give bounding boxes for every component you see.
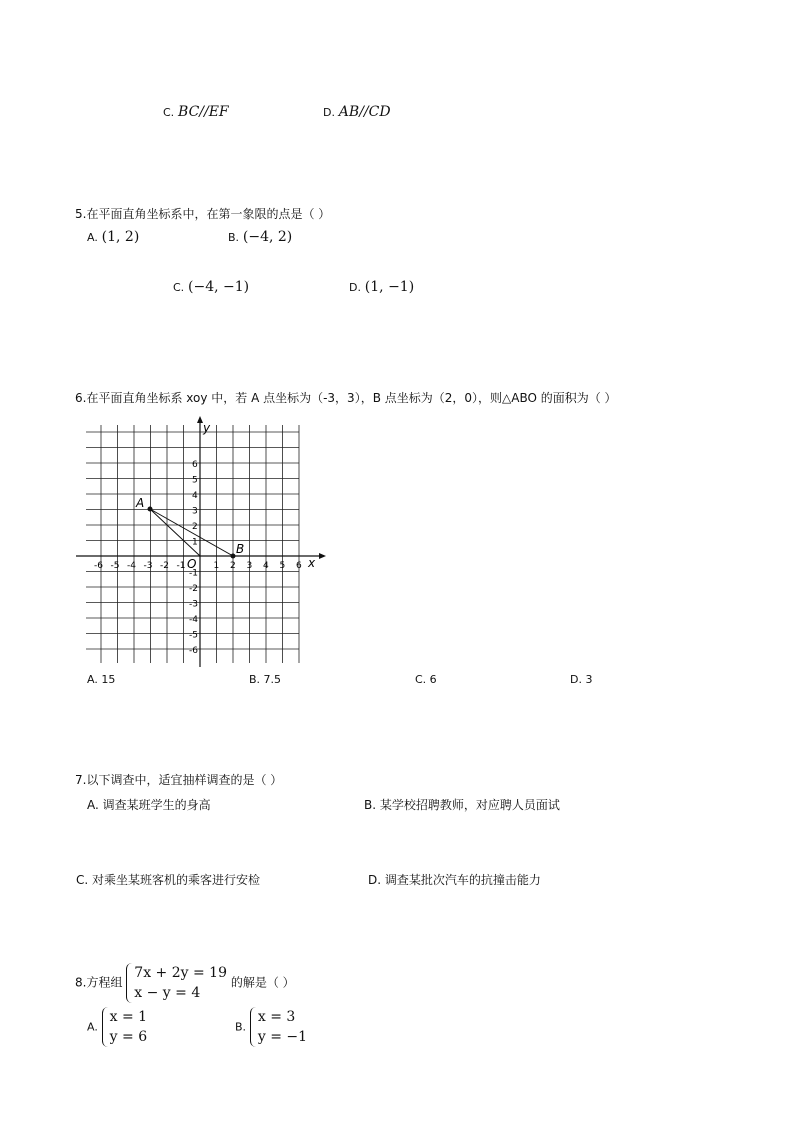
q7-option-d: D. 调查某批次汽车的抗撞击能力 [368, 873, 541, 887]
x-tick-label: 2 [230, 561, 236, 571]
q6-option-a: A. 15 [87, 673, 116, 686]
y-axis [197, 416, 203, 667]
option-math: BC//EF [178, 104, 229, 120]
x-tick-label: -6 [94, 561, 103, 571]
y-tick-label: -5 [189, 630, 198, 641]
q7-option-c: C. 对乘坐某班客机的乘客进行安检 [76, 873, 261, 887]
option-label: C. [163, 106, 175, 119]
coordinate-grid-figure [70, 415, 340, 671]
option-math: (1, 2) [101, 229, 140, 245]
q6-option-c: C. 6 [415, 673, 437, 686]
q8-stem [75, 963, 295, 1003]
y-axis-label: y [203, 421, 211, 435]
option-label: A. [87, 231, 98, 244]
origin-label: O [187, 557, 197, 571]
left-brace [102, 1007, 109, 1047]
x-tick-label: -4 [127, 561, 136, 571]
x-tick-label: -5 [110, 561, 120, 571]
q7-option-a: A. 调查某班学生的身高 [87, 798, 211, 812]
option-math: (−4, 2) [242, 229, 293, 245]
option-label: B. [235, 1020, 247, 1034]
x-tick-labels [94, 561, 302, 571]
y-tick-label: -3 [189, 599, 198, 610]
q6-option-d: D. 3 [570, 673, 593, 686]
y-tick-label: 6 [192, 460, 198, 470]
x-tick-label: 1 [213, 561, 220, 571]
q5-option-d [349, 279, 414, 295]
y-tick-label: 2 [192, 522, 198, 532]
option-math: (1, −1) [364, 279, 415, 295]
y-tick-label: -2 [189, 584, 198, 594]
y-tick-label: -1 [189, 568, 198, 579]
x-tick-label: -1 [176, 561, 186, 571]
q5-option-b [228, 229, 292, 245]
solution-y: y = 6 [109, 1029, 148, 1045]
solution-x: x = 3 [257, 1009, 296, 1025]
q5-stem: 5.在平面直角坐标系中，在第一象限的点是（ ） [75, 207, 331, 221]
x-tick-label: -3 [143, 561, 153, 571]
y-tick-label: -4 [189, 615, 198, 625]
q8-option-a [87, 1007, 147, 1047]
left-brace [250, 1007, 257, 1047]
equation-1: 7x + 2y = 19 [134, 965, 227, 981]
x-tick-label: 5 [279, 561, 286, 571]
option-system [250, 1007, 307, 1047]
y-tick-label: 3 [192, 506, 198, 517]
q6-stem: 6.在平面直角坐标系 xoy 中，若 A 点坐标为（-3，3），B 点坐标为（2，0），则△ABO 的面积为（ ） [75, 391, 617, 405]
y-tick-label: 1 [192, 537, 198, 548]
point-b-label: B [236, 542, 245, 556]
q8-option-b [235, 1007, 307, 1047]
option-label: D. [323, 106, 335, 119]
point-a-label: A [136, 496, 145, 510]
q7-option-b: B. 某学校招聘教师，对应聘人员面试 [364, 798, 560, 812]
solution-y: y = −1 [257, 1029, 308, 1045]
y-tick-label: 5 [192, 475, 198, 486]
option-label: D. [349, 281, 361, 294]
x-tick-label: 6 [296, 561, 302, 571]
solution-x: x = 1 [109, 1009, 148, 1025]
option-system [102, 1007, 147, 1047]
point-a [148, 507, 153, 512]
q8-stem-prefix: 8.方程组 [75, 975, 123, 990]
q5-option-a [87, 229, 139, 245]
x-tick-label: 3 [246, 561, 253, 571]
q5-option-c [173, 279, 249, 295]
q8-stem-suffix: 的解是（ ） [230, 975, 295, 990]
equation-2: x − y = 4 [134, 985, 201, 1001]
q6-option-b: B. 7.5 [249, 673, 282, 686]
option-label: C. [173, 281, 185, 294]
q8-equation-system [126, 963, 227, 1003]
option-math: (−4, −1) [188, 279, 250, 295]
option-label: A. [87, 1020, 98, 1034]
point-b [231, 554, 236, 559]
left-brace [126, 963, 133, 1003]
y-tick-label: 4 [192, 491, 198, 501]
q4-option-c [163, 104, 229, 120]
q4-option-d [323, 104, 391, 120]
option-math: AB//CD [338, 104, 391, 120]
x-tick-label: -2 [160, 561, 169, 571]
y-tick-label: -6 [189, 646, 198, 656]
q7-stem: 7.以下调查中，适宜抽样调查的是（ ） [75, 773, 283, 787]
x-axis-label: x [308, 556, 316, 570]
x-tick-label: 4 [263, 561, 269, 571]
option-label: B. [228, 231, 240, 244]
